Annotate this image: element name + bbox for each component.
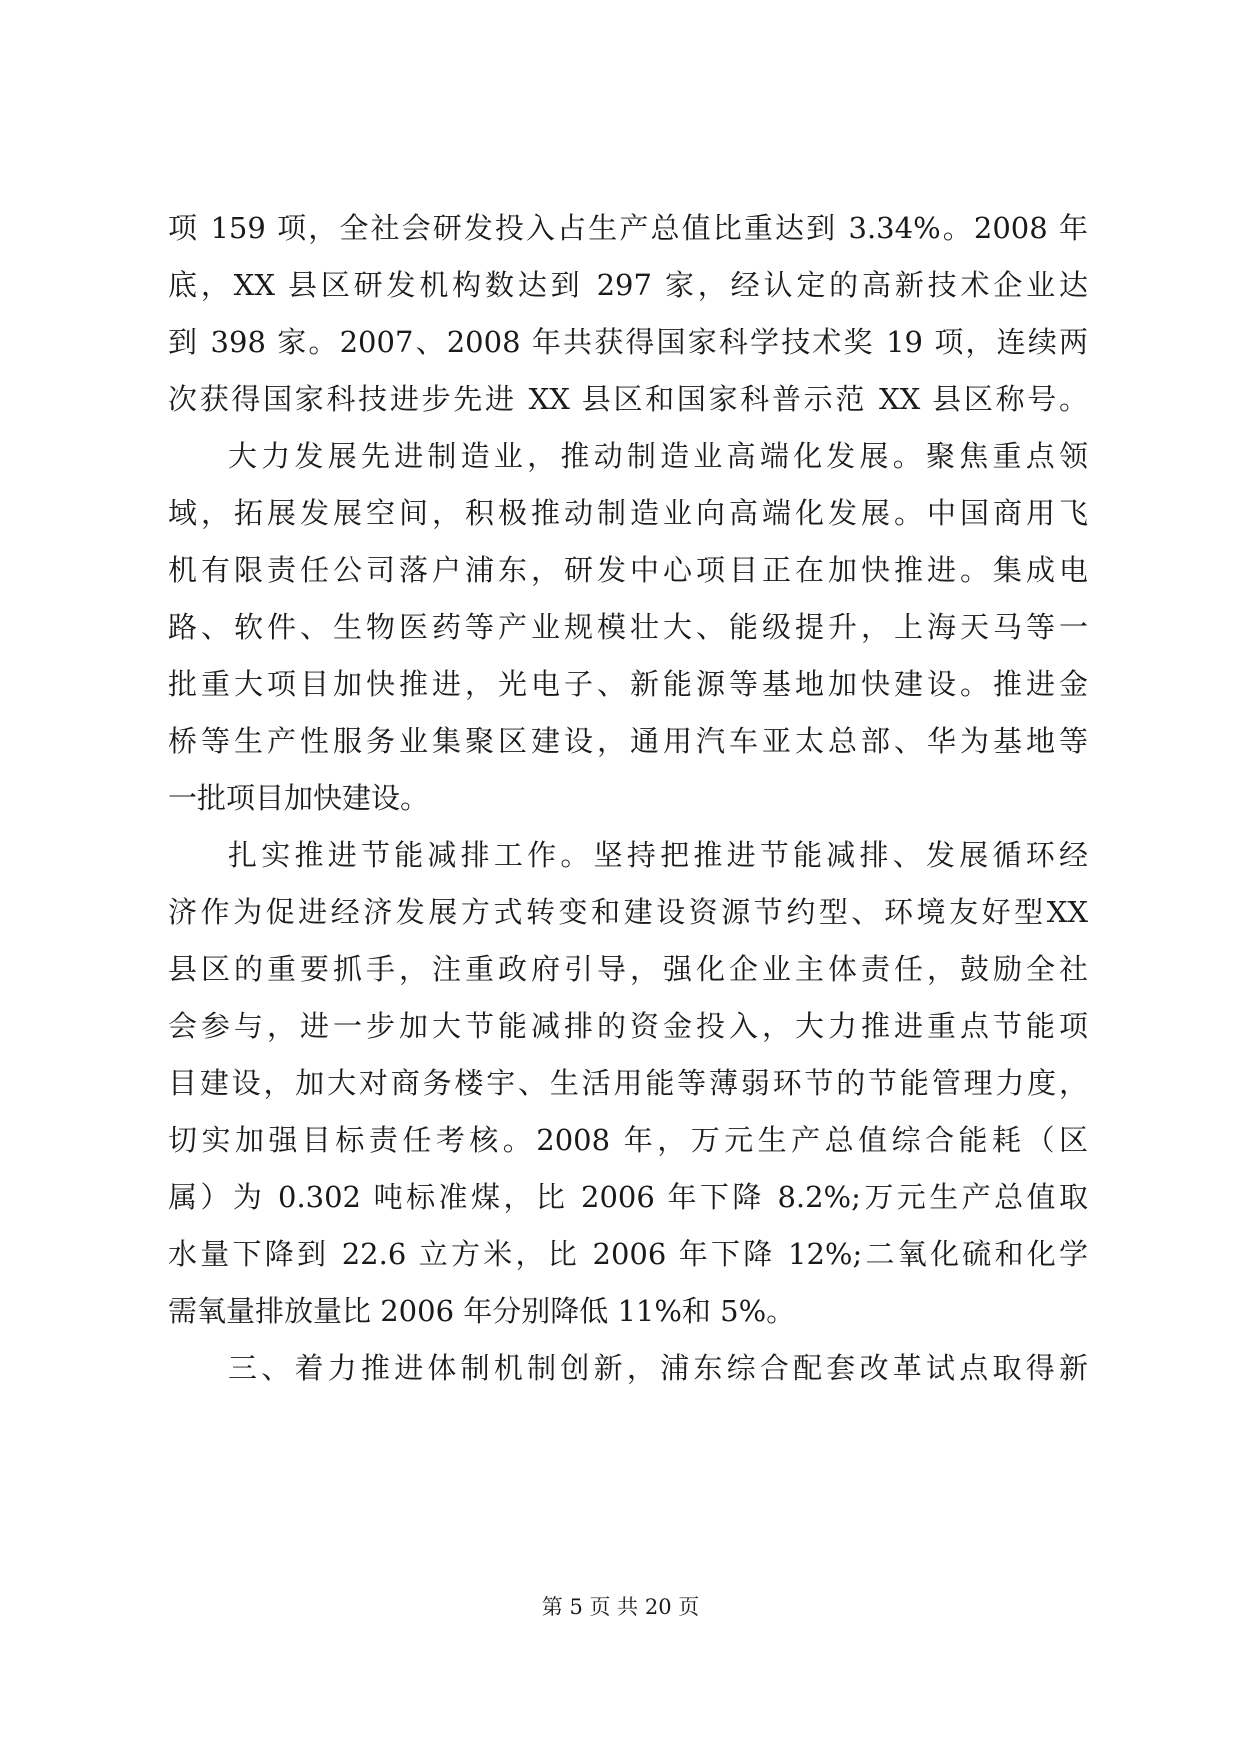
paragraph-3-line-3: 县区的重要抓手，注重政府引导，强化企业主体责任，鼓励全社	[168, 952, 1088, 986]
paragraph-1-line-2: 底，XX 县区研发机构数达到 297 家，经认定的高新技术企业达	[168, 268, 1088, 302]
paragraph-1-line-4: 次获得国家科技进步先进 XX 县区和国家科普示范 XX 县区称号。	[168, 382, 1088, 416]
paragraph-2-line-5: 批重大项目加快推进，光电子、新能源等基地加快建设。推进金	[168, 667, 1088, 701]
paragraph-3-line-7: 属）为 0.302 吨标准煤，比 2006 年下降 8.2%;万元生产总值取	[168, 1180, 1088, 1214]
paragraph-2-line-3: 机有限责任公司落户浦东，研发中心项目正在加快推进。集成电	[168, 553, 1088, 587]
paragraph-3-line-8: 水量下降到 22.6 立方米，比 2006 年下降 12%;二氧化硫和化学	[168, 1237, 1088, 1271]
paragraph-2-line-7: 一批项目加快建设。	[168, 781, 430, 815]
paragraph-2-line-2: 域，拓展发展空间，积极推动制造业向高端化发展。中国商用飞	[168, 496, 1088, 530]
page-number-footer: 第 5 页 共 20 页	[541, 1595, 700, 1619]
paragraph-3-line-4: 会参与，进一步加大节能减排的资金投入，大力推进重点节能项	[168, 1009, 1088, 1043]
paragraph-1-line-3: 到 398 家。2007、2008 年共获得国家科学技术奖 19 项，连续两	[168, 325, 1088, 359]
paragraph-3-line-9: 需氧量排放量比 2006 年分别降低 11%和 5%。	[168, 1294, 796, 1328]
paragraph-3-line-5: 目建设，加大对商务楼宇、生活用能等薄弱环节的节能管理力度，	[168, 1066, 1088, 1100]
paragraph-3-line-2: 济作为促进经济发展方式转变和建设资源节约型、环境友好型XX	[168, 895, 1088, 929]
paragraph-3-line-6: 切实加强目标责任考核。2008 年，万元生产总值综合能耗（区	[168, 1123, 1088, 1157]
paragraph-3-line-1: 扎实推进节能减排工作。坚持把推进节能减排、发展循环经	[228, 838, 1088, 872]
paragraph-4-line-1: 三、着力推进体制机制创新，浦东综合配套改革试点取得新	[228, 1351, 1088, 1385]
paragraph-1-line-1: 项 159 项，全社会研发投入占生产总值比重达到 3.34%。2008 年	[168, 211, 1088, 245]
paragraph-2-line-1: 大力发展先进制造业，推动制造业高端化发展。聚焦重点领	[228, 439, 1088, 473]
paragraph-2-line-6: 桥等生产性服务业集聚区建设，通用汽车亚太总部、华为基地等	[168, 724, 1088, 758]
paragraph-2-line-4: 路、软件、生物医药等产业规模壮大、能级提升，上海天马等一	[168, 610, 1088, 644]
